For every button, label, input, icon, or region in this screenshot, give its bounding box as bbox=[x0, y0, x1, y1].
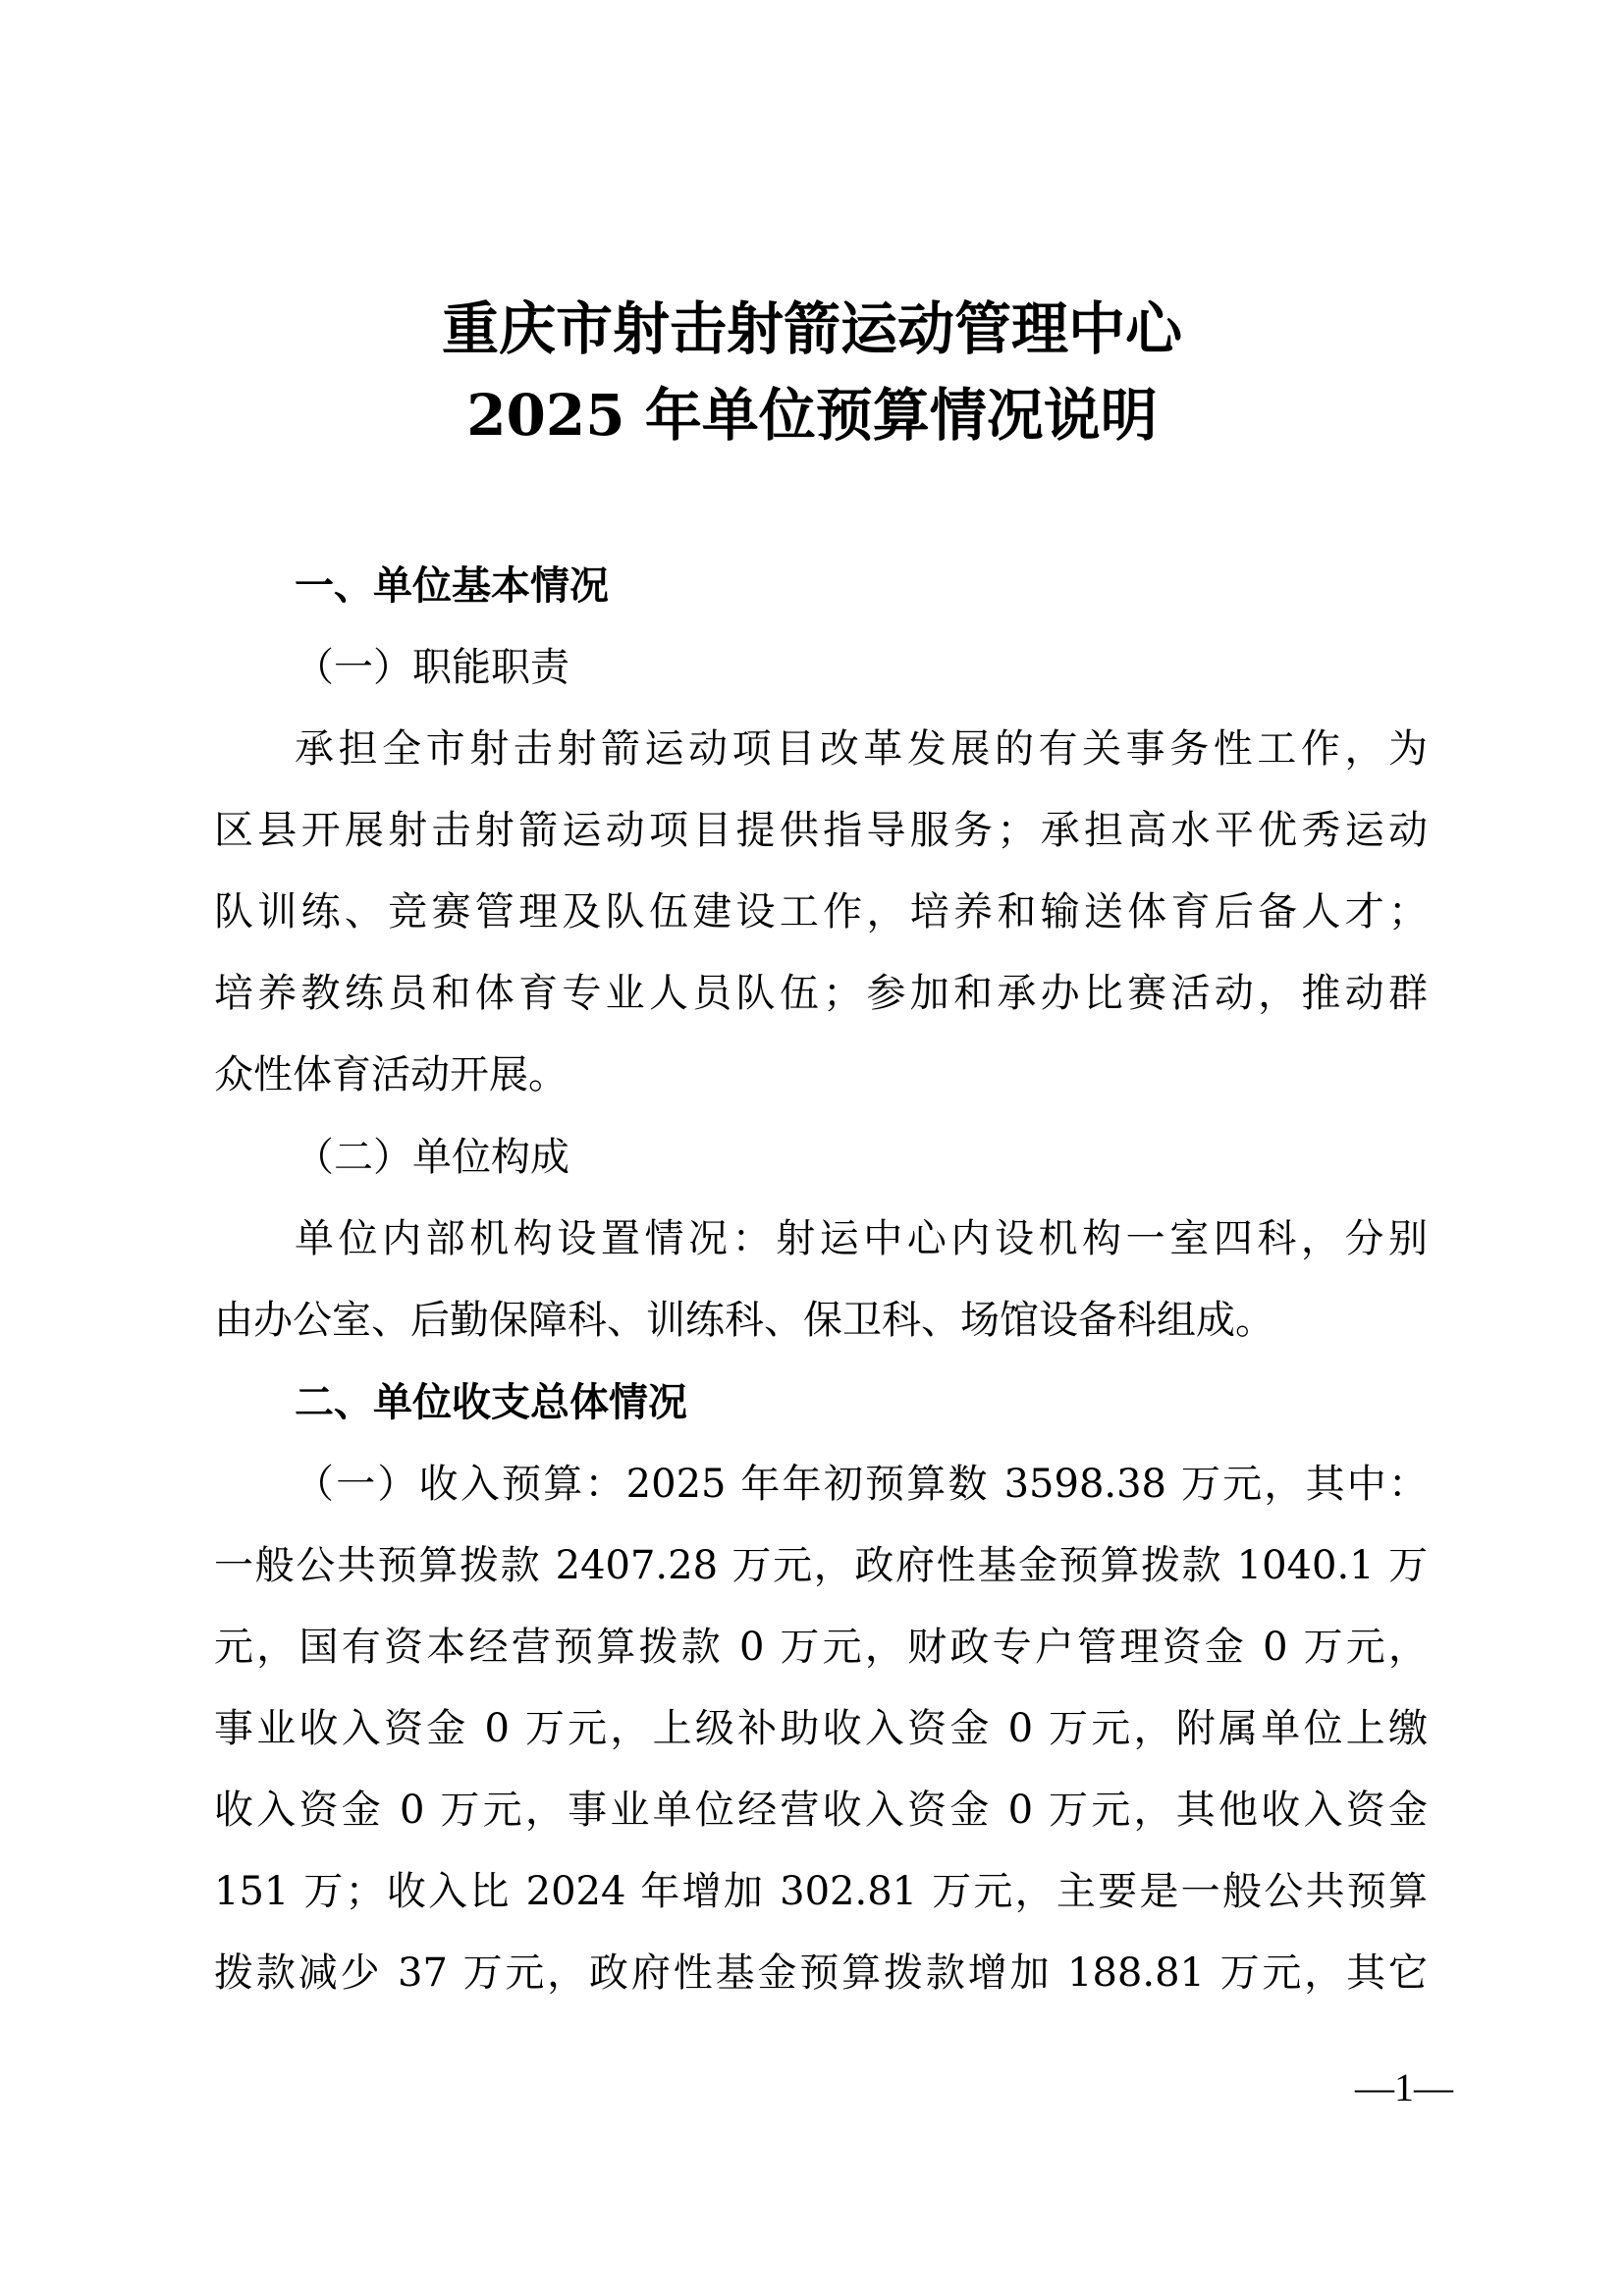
document-title-line2: 2025 年单位预算情况说明 bbox=[466, 382, 1158, 449]
paragraph-line: 培养教练员和体育专业人员队伍；参加和承办比赛活动，推动群 bbox=[214, 971, 1428, 1016]
paragraph-line: 单位内部机构设置情况：射运中心内设机构一室四科，分别 bbox=[295, 1216, 1428, 1261]
paragraph-line: 收入资金 0 万元，事业单位经营收入资金 0 万元，其他收入资金 bbox=[214, 1788, 1428, 1833]
paragraph-line: 众性体育活动开展。 bbox=[214, 1052, 568, 1097]
paragraph-line: 由办公室、后勤保障科、训练科、保卫科、场馆设备科组成。 bbox=[214, 1298, 1274, 1343]
paragraph-line: 151 万；收入比 2024 年增加 302.81 万元，主要是一般公共预算 bbox=[214, 1869, 1428, 1914]
section-heading-revenue-expenditure: 二、单位收支总体情况 bbox=[295, 1380, 687, 1425]
subsection-heading-duties: （一）职能职责 bbox=[295, 645, 569, 690]
subsection-heading-structure: （二）单位构成 bbox=[295, 1135, 569, 1180]
paragraph-line: 事业收入资金 0 万元，上级补助收入资金 0 万元，附属单位上缴 bbox=[214, 1706, 1428, 1751]
paragraph-line: 区县开展射击射箭运动项目提供指导服务；承担高水平优秀运动 bbox=[214, 808, 1428, 853]
page-number: —1— bbox=[1355, 2065, 1453, 2109]
paragraph-line: 元，国有资本经营预算拨款 0 万元，财政专户管理资金 0 万元， bbox=[214, 1625, 1428, 1670]
paragraph-line: 拨款减少 37 万元，政府性基金预算拨款增加 188.81 万元，其它 bbox=[214, 1950, 1428, 1996]
paragraph-line: 一般公共预算拨款 2407.28 万元，政府性基金预算拨款 1040.1 万 bbox=[214, 1543, 1428, 1588]
paragraph-line: （一）收入预算：2025 年年初预算数 3598.38 万元，其中： bbox=[295, 1462, 1428, 1507]
document-title-line1: 重庆市射击射箭运动管理中心 bbox=[441, 295, 1182, 362]
paragraph-line: 承担全市射击射箭运动项目改革发展的有关事务性工作，为 bbox=[295, 726, 1428, 772]
section-heading-basic-info: 一、单位基本情况 bbox=[295, 563, 609, 609]
paragraph-line: 队训练、竞赛管理及队伍建设工作，培养和输送体育后备人才； bbox=[214, 889, 1428, 934]
